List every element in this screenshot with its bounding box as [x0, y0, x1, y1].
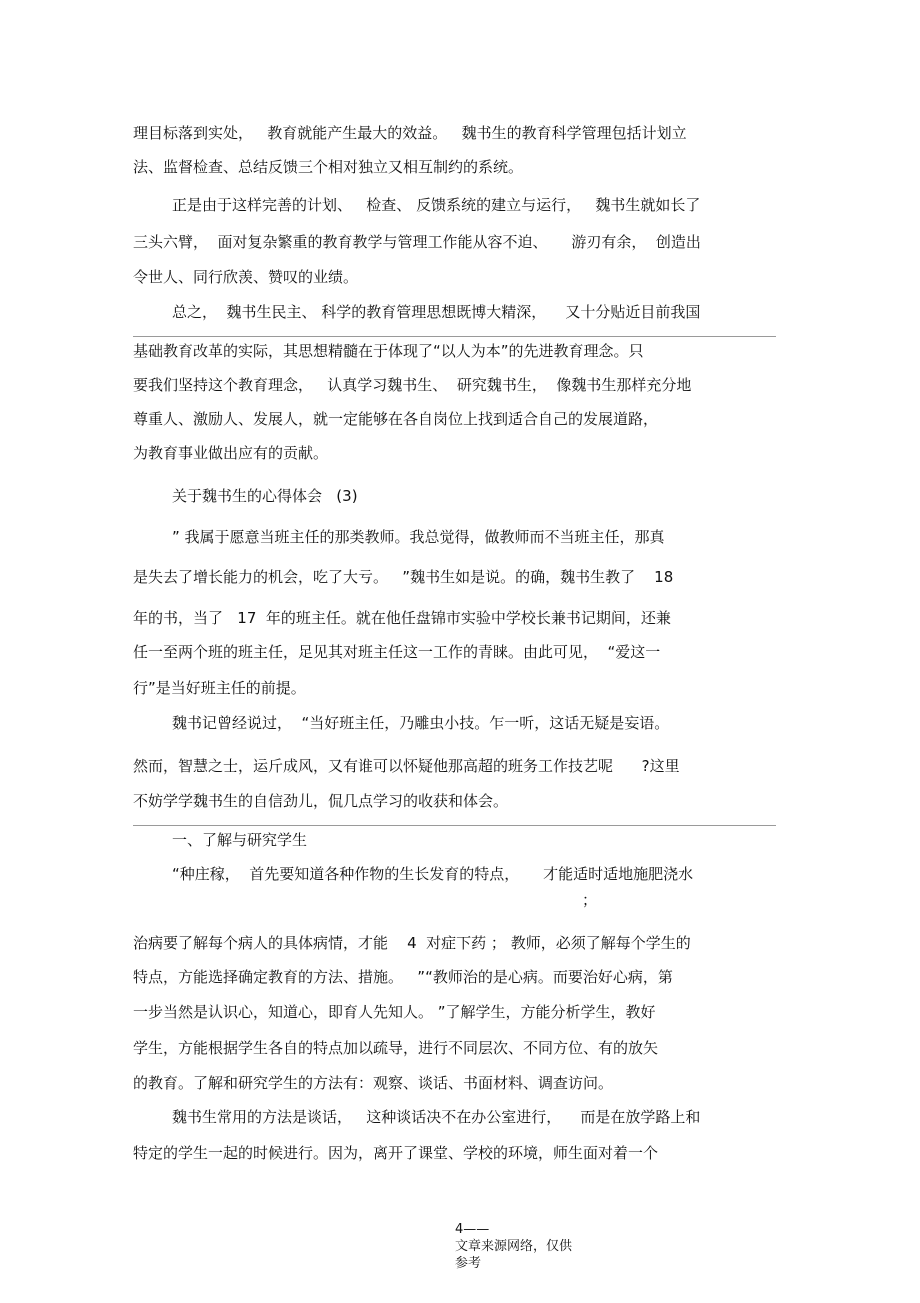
text-line: 治病要了解每个病人的具体病情，才能 4 对症下药 ； 教师，必须了解每个学生的: [133, 934, 691, 952]
text-line: 然而，智慧之士，运斤成风，又有谁可以怀疑他那高超的班务工作技艺呢 ?这里: [133, 757, 680, 775]
text-line: “种庄稼， 首先要知道各种作物的生长发育的特点， 才能适时适地施肥浇水: [172, 865, 694, 883]
text-line: 学生，方能根据学生各自的特点加以疏导，进行不同层次、不同方位、有的放矢: [133, 1039, 659, 1057]
page-number: 4——: [455, 1222, 490, 1237]
divider-line: [133, 825, 776, 826]
text-line: 一步当然是认识心，知道心，即育人先知人。 ”了解学生，方能分析学生，教好: [133, 1003, 656, 1021]
text-line: 基础教育改革的实际，其思想精髓在于体现了“以人为本”的先进教育理念。只: [133, 342, 644, 360]
text-line: 行”是当好班主任的前提。: [133, 679, 306, 697]
text-line: 令世人、同行欣羡、赞叹的业绩。: [133, 268, 359, 286]
text-line: 法、监督检查、总结反馈三个相对独立又相互制约的系统。: [133, 158, 524, 176]
source-note: 参考: [455, 1256, 482, 1271]
text-line: 理目标落到实处， 教育就能产生最大的效益。 魏书生的教育科学管理包括计划立: [133, 124, 687, 142]
text-line: ” 我属于愿意当班主任的那类教师。我总觉得，做教师而不当班主任，那真: [172, 528, 665, 546]
text-line: 年的书，当了 17 年的班主任。就在他任盘锦市实验中学校长兼书记期间，还兼: [133, 609, 671, 627]
text-line: 不妨学学魏书生的自信劲儿，侃几点学习的收获和体会。: [133, 792, 509, 810]
section-heading: 关于魏书生的心得体会 (3): [172, 487, 358, 505]
text-line: 三头六臂， 面对复杂繁重的教育教学与管理工作能从容不迫、 游刃有余， 创造出: [133, 233, 701, 251]
text-line: 正是由于这样完善的计划、 检查、 反馈系统的建立与运行， 魏书生就如长了: [172, 196, 701, 214]
text-line: 总之， 魏书生民主、 科学的教育管理思想既博大精深， 又十分贴近目前我国: [172, 303, 701, 321]
text-line: 的教育。了解和研究学生的方法有：观察、谈话、书面材料、调查访问。: [133, 1074, 614, 1092]
text-line: 任一至两个班的班主任，足见其对班主任这一工作的青睐。由此可见， “爱这一: [133, 643, 661, 661]
text-line: 是失去了增长能力的机会，吃了大亏。 ”魏书生如是说。的确，魏书生教了 18: [133, 568, 674, 586]
section-heading: 一、了解与研究学生: [172, 831, 308, 849]
text-line: 为教育事业做出应有的贡献。: [133, 444, 329, 462]
text-line: ；: [582, 891, 598, 909]
text-line: 特点，方能选择确定教育的方法、措施。 ”“教师治的是心病。而要治好心病，第: [133, 968, 673, 986]
text-line: 尊重人、激励人、发展人，就一定能够在各自岗位上找到适合自己的发展道路，: [133, 410, 659, 428]
divider-line: [133, 336, 776, 337]
text-line: 要我们坚持这个教育理念， 认真学习魏书生、 研究魏书生， 像魏书生那样充分地: [133, 376, 692, 394]
text-line: 特定的学生一起的时候进行。因为，离开了课堂、学校的环境，师生面对着一个: [133, 1144, 659, 1162]
text-line: 魏书记曾经说过， “当好班主任，乃雕虫小技。乍一听，这话无疑是妄语。: [172, 714, 670, 732]
text-line: 魏书生常用的方法是谈话， 这种谈话决不在办公室进行， 而是在放学路上和: [172, 1108, 701, 1126]
source-note: 文章来源网络，仅供: [455, 1239, 573, 1254]
